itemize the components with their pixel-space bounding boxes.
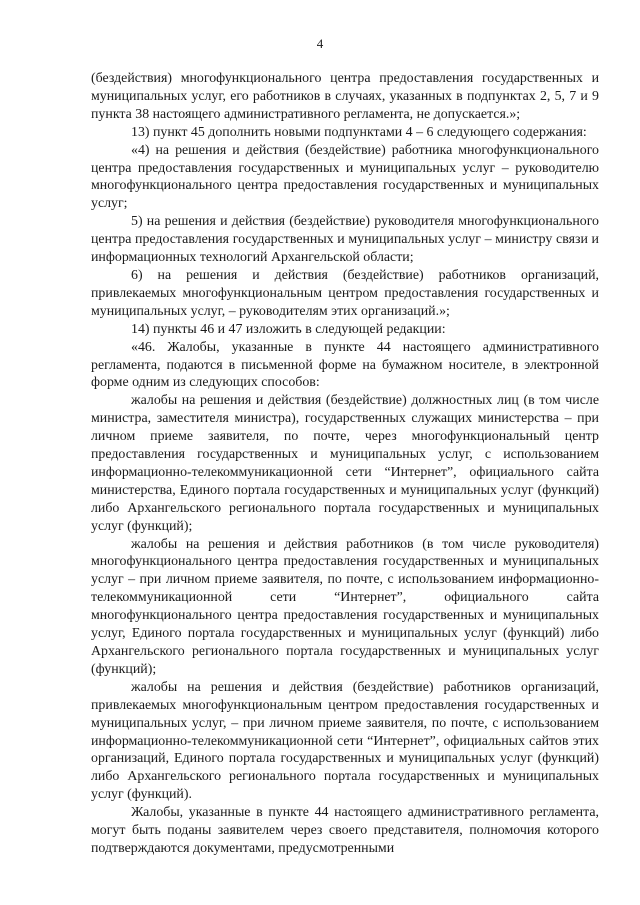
paragraph-subitem-5: 5) на решения и действия (бездействие) руководителя многофункционального центра предоставления государственных и муниципальных услуг – министру связи и информационных технологий Архангельской области; — [91, 214, 599, 266]
paragraph-continuation: (бездействия) многофункционального центра предоставления государственных и муниципальных услуг, его работников в случаях, указанных в подпунктах 2, 5, 7 и 9 пункта 38 настоящего административного регламента, не допускается.»; — [91, 71, 599, 122]
document-body — [91, 70, 599, 858]
paragraph-subitem-4: «4) на решения и действия (бездействие) работника многофункционального центра предоставления государственных и муниципальных услуг – руководителю многофункционального центра предоставления государственных и муниципальных услуг; — [91, 142, 599, 212]
paragraph-complaints-mfc: жалобы на решения и действия работников (в том числе руководителя) многофункционального центра предоставления государственных и муниципальных услуг – при личном приеме заявителя, по почте, с использованием информационно-телекоммуникационной сети “Интернет”, официального сайта многофункционального центра предоставления государственных и муниципальных услуг, Единого портала государственных и муниципальных услуг (функций) либо Архангельского регионального портала государственных и муниципальных услуг (функций); — [91, 536, 599, 677]
page-number: 4 — [316, 36, 324, 51]
paragraph-item-14: 14) пункты 46 и 47 изложить в следующей редакции: — [131, 321, 446, 337]
paragraph-clause-46: «46. Жалобы, указанные в пункте 44 настоящего административного регламента, подаются в письменной форме на бумажном носителе, в электронной форме одним из следующих способов: — [91, 339, 599, 391]
paragraph-representative: Жалобы, указанные в пункте 44 настоящего административного регламента, могут быть поданы заявителем через своего представителя, полномочия которого подтверждаются документами, предусмотренными — [91, 805, 599, 856]
paragraph-item-13: 13) пункт 45 дополнить новыми подпунктами 4 – 6 следующего содержания: — [131, 124, 587, 140]
paragraph-complaints-organizations: жалобы на решения и действия (бездействие) работников организаций, привлекаемых многофункциональным центром предоставления государственных и муниципальных услуг, – при личном приеме заявителя, по почте, с использованием информационно-телекоммуникационной сети “Интернет”, официальных сайтов этих организаций, Единого портала государственных и муниципальных услуг (функций) либо Архангельского регионального портала государственных и муниципальных услуг (функций). — [91, 679, 599, 803]
paragraph-subitem-6: 6) на решения и действия (бездействие) работников организаций, привлекаемых многофункциональным центром предоставления государственных и муниципальных услуг, – руководителям этих организаций.»; — [91, 267, 599, 319]
paragraph-complaints-ministry: жалобы на решения и действия (бездействие) должностных лиц (в том числе министра, заместителя министра), государственных служащих министерства – при личном приеме заявителя, по почте, через многофункциональный центр предоставления государственных и муниципальных услуг, с использованием информационно-телекоммуникационной сети “Интернет”, официального сайта министерства, Единого портала государственных и муниципальных услуг (функций) либо Архангельского регионального портала государственных и муниципальных услуг (функций); — [91, 393, 599, 534]
